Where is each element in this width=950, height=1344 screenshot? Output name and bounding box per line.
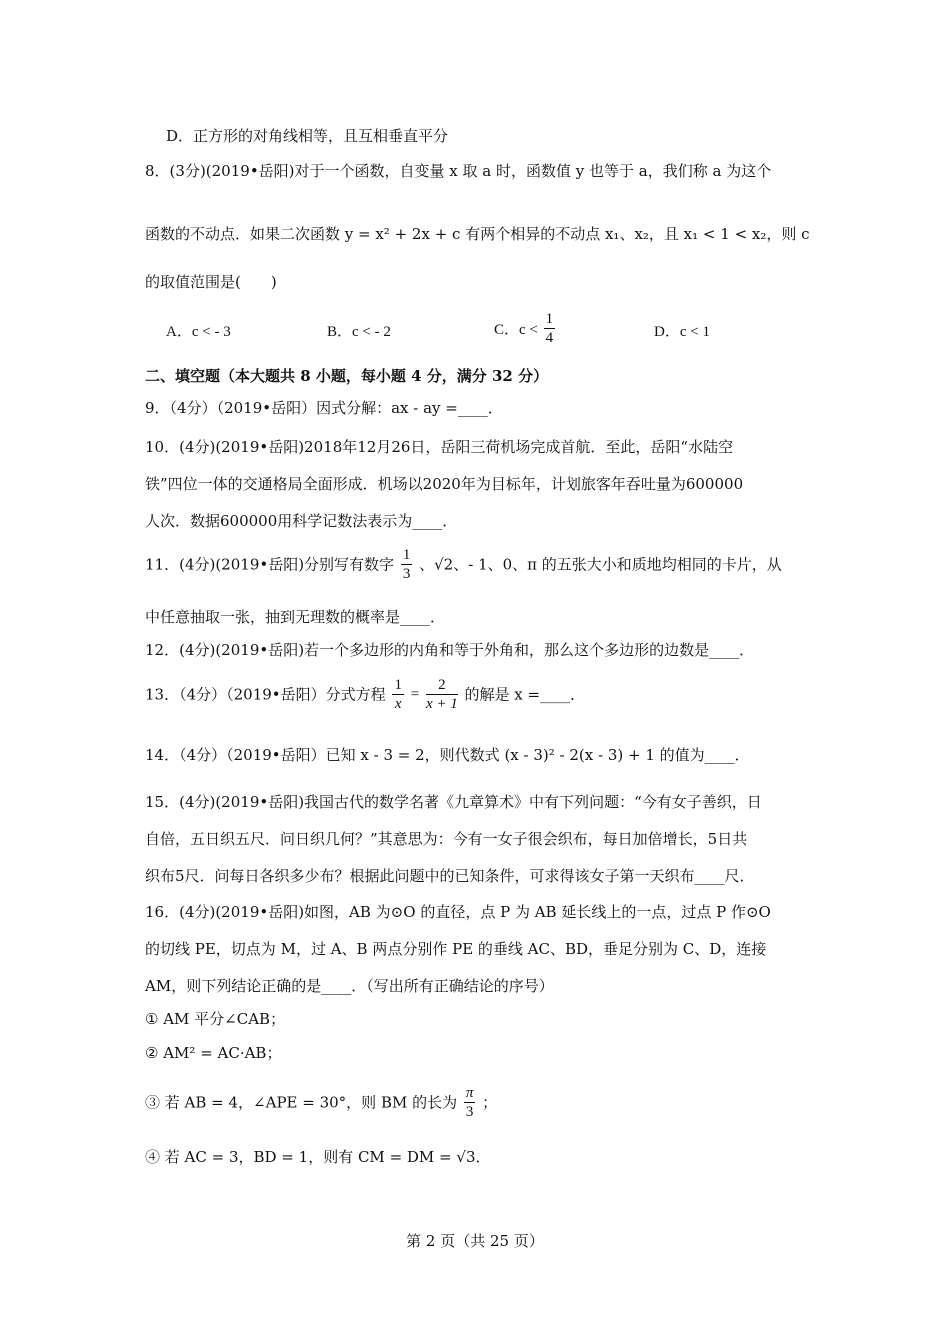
q9-text: 9．（4分）（2019•岳阳）因式分解：ax - ay =____． [145, 399, 503, 417]
q13-f2-den: x + 1 [425, 696, 458, 712]
q16-line2: 的切线 PE，切点为 M，过 A、B 两点分别作 PE 的垂线 AC、BD，垂足分别为 C、D，连接 [145, 940, 767, 958]
q16-line1: 16．(4分)(2019•岳阳)如图，AB 为⊙O 的直径，点 P 为 AB 延长线上的一点，过点 P 作⊙O [145, 903, 771, 921]
q16-item-4: ④ 若 AC = 3，BD = 1，则有 CM = DM = √3． [145, 1148, 491, 1166]
q8-option-d: D．c < 1 [654, 324, 710, 340]
q11-fraction [401, 546, 413, 583]
q13-f1-num: 1 [394, 677, 402, 693]
q8-option-c-fraction [544, 310, 556, 347]
q12-text: 12．(4分)(2019•岳阳)若一个多边形的内角和等于外角和，那么这个多边形的边数是____． [145, 641, 755, 659]
q14-text: 14．（4分）（2019•岳阳）已知 x - 3 = 2，则代数式 (x - 3)² - 2(x - 3) + 1 的值为____． [145, 746, 750, 764]
q16-item-3-fraction [464, 1084, 476, 1121]
q11-frac-den: 3 [402, 566, 411, 582]
q16-item-3-den: 3 [465, 1104, 474, 1120]
q11-frac-num: 1 [402, 547, 411, 563]
q10-line2: 铁”四位一体的交通格局全面形成．机场以2020年为目标年，计划旅客年吞吐量为600000 [145, 475, 744, 493]
q8-line1 [145, 161, 771, 181]
q11-prefix: 11．(4分)(2019•岳阳)分别写有数字 [145, 555, 395, 574]
q13-fraction-2 [426, 676, 458, 713]
q13-suffix: 的解是 x =____． [464, 685, 586, 704]
q11-line2: 中任意抽取一张，抽到无理数的概率是____． [145, 608, 446, 626]
q8-option-c [494, 310, 557, 347]
q13-equals: = [410, 686, 420, 703]
page-footer: 第 2 页（共 25 页） [406, 1232, 544, 1250]
q8-option-b: B．c < - 2 [327, 324, 391, 340]
q15-line3: 织布5尺．问每日各织多少布？根据此问题中的已知条件，可求得该女子第一天织布____尺． [145, 867, 755, 885]
q13-f2-num: 2 [426, 676, 458, 695]
q15-line1: 15．(4分)(2019•岳阳)我国古代的数学名著《九章算术》中有下列问题：“今有女子善织，日 [145, 793, 762, 811]
section-2-title: 二、填空题（本大题共 8 小题，每小题 4 分，满分 32 分） [145, 367, 549, 385]
q13-line [145, 676, 585, 713]
q10-line3: 人次．数据600000用科学记数法表示为____． [145, 512, 458, 530]
q16-item-3-suffix: ； [482, 1093, 498, 1112]
q8-line3: 的取值范围是( ) [145, 273, 277, 291]
q11-line1 [145, 546, 782, 583]
q8-text1: 对于一个函数，自变量 x 取 a 时，函数值 y 也等于 a，我们称 a 为这个 [294, 162, 772, 180]
q16-item-1: ① AM 平分∠CAB； [145, 1010, 286, 1028]
q11-middle: 、√2、- 1、0、π 的五张大小和质地均相同的卡片，从 [419, 555, 782, 574]
q8-option-c-num: 1 [545, 311, 554, 327]
q16-item-3 [145, 1084, 497, 1121]
q15-line2: 自倍，五日织五尺．问日织几何？”其意思为：今有一女子很会织布，每日加倍增长，5日共 [145, 830, 748, 848]
q16-item-3-num: π [465, 1085, 474, 1101]
q7-option-d: D．正方形的对角线相等，且互相垂直平分 [166, 127, 449, 145]
q16-line3: AM，则下列结论正确的是____．（写出所有正确结论的序号） [145, 977, 554, 995]
q13-fraction-1 [392, 676, 404, 713]
q13-prefix: 13．（4分）（2019•岳阳）分式方程 [145, 685, 386, 704]
q8-line2: 函数的不动点．如果二次函数 y = x² + 2x + c 有两个相异的不动点 x₁、x₂，且 x₁ < 1 < x₂，则 c [145, 225, 810, 243]
q10-line1: 10．(4分)(2019•岳阳)2018年12月26日，岳阳三荷机场完成首航．至此，岳阳“水陆空 [145, 438, 734, 456]
q8-option-c-label: C．c < [494, 322, 538, 338]
q16-item-3-prefix: ③ 若 AB = 4，∠APE = 30°，则 BM 的长为 [145, 1093, 458, 1112]
q13-f1-den: x [394, 696, 402, 712]
q8-prefix: 8．(3分)(2019•岳阳) [145, 162, 295, 180]
q8-option-c-den: 4 [545, 330, 554, 346]
q8-option-a: A．c < - 3 [166, 324, 231, 340]
q16-item-2: ② AM² = AC·AB； [145, 1044, 282, 1062]
